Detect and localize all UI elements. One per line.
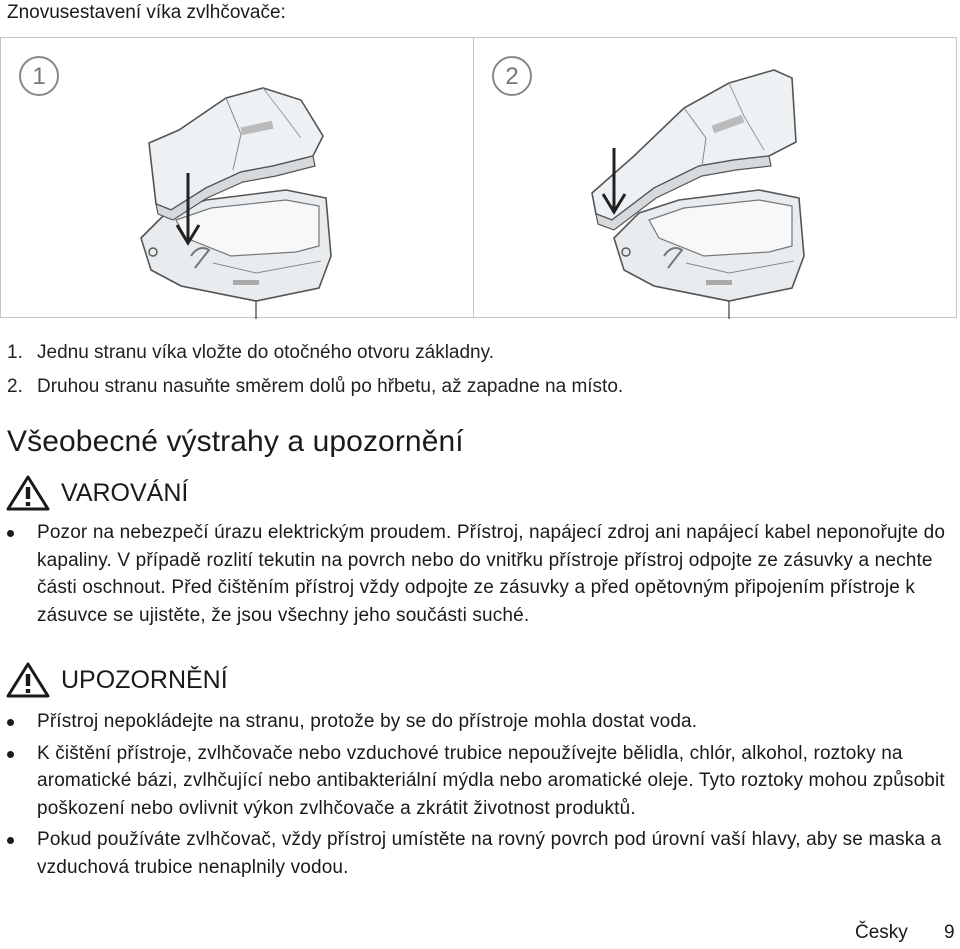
caution-triangle-icon <box>5 661 51 699</box>
humidifier-lid-illustration-2 <box>474 38 958 319</box>
caution-header <box>5 660 228 700</box>
figure-step-2 <box>473 37 957 318</box>
list-item <box>0 708 960 736</box>
list-item-text: Pokud používáte zvlhčovač, vždy přístroj umístěte na rovný povrch pod úrovní vaší hlavy, aby se maska a vzduchová trubice nenaplnily vodou. <box>37 829 942 878</box>
general-warnings-heading: Všeobecné výstrahy a upozornění <box>7 425 464 458</box>
step-item <box>7 340 623 374</box>
bullet-dot <box>7 530 14 537</box>
page-number: 9 <box>944 922 955 943</box>
caution-label: UPOZORNĚNÍ <box>61 665 228 694</box>
list-item-text: K čištění přístroje, zvlhčovače nebo vzduchové trubice nepoužívejte bělidla, chlór, alkohol, roztoky na aromatické bázi, zvlhčující nebo antibakteriální mýdla nebo aromatické oleje. Tyto roztoky mohou způsobit poškození nebo ovlivnit výkon zvlhčovače a zkrátit životnost produktů. <box>37 742 945 819</box>
bullet-dot <box>7 837 14 844</box>
bullet-dot <box>7 751 14 758</box>
list-item <box>0 519 960 629</box>
warning-label: VAROVÁNÍ <box>61 478 189 507</box>
step-number-label: 2. <box>7 376 23 397</box>
step-text: Jednu stranu víka vložte do otočného otvoru základny. <box>37 342 494 363</box>
assembly-steps <box>7 340 623 408</box>
step-number: 1 <box>32 63 46 90</box>
list-item <box>0 740 960 823</box>
section-title: Znovusestavení víka zvlhčovače: <box>7 2 286 23</box>
step-number-label: 1. <box>7 342 23 363</box>
figure-step-1 <box>0 37 484 318</box>
humidifier-lid-illustration-1 <box>1 38 485 319</box>
step-number: 2 <box>505 63 519 90</box>
list-item-text: Pozor na nebezpečí úrazu elektrickým proudem. Přístroj, napájecí zdroj ani napájecí kabel neponořujte do kapaliny. V případě rozlití tekutin na povrch nebo do vnitřku přístroje přístroj odpojte ze zásuvky a nechte části oschnout. Před čištěním přístroj vždy odpojte ze zásuvky a před opětovným připojením přístroje k zásuvce se ujistěte, že jsou všechny jeho součásti suché. <box>37 522 946 626</box>
step-text: Druhou stranu nasuňte směrem dolů po hřbetu, až zapadne na místo. <box>37 376 624 397</box>
step-item <box>7 374 623 408</box>
bullet-dot <box>7 719 14 726</box>
list-item-text: Přístroj nepokládejte na stranu, protože by se do přístroje mohla dostat voda. <box>37 711 698 732</box>
warning-header <box>5 473 188 513</box>
warning-list <box>0 519 960 629</box>
footer-language: Česky <box>855 922 908 943</box>
caution-list <box>0 708 960 885</box>
list-item <box>0 826 960 881</box>
warning-triangle-icon <box>5 474 51 512</box>
